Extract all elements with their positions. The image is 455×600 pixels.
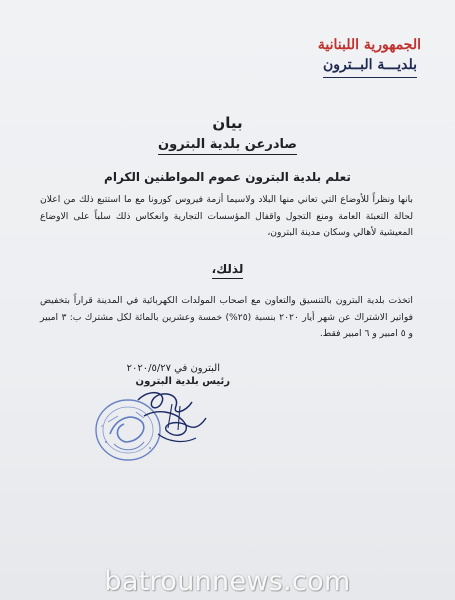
therefore-heading bbox=[0, 262, 455, 279]
body-paragraph-2: اتخذت بلدية البترون بالتنسيق والتعاون مع اصحاب المولدات الكهربائية في المدينة قراراً بتخفيض فواتير الاشتراك عن شهر أيار ٢٠٢٠ بنسبة (٢٥%) خمسة وعشرين بالمائة لكل مشترك ب: ٣ امبير و ٥ امبير و ٦ امبير فقط. bbox=[40, 295, 413, 339]
letterhead bbox=[241, 36, 421, 78]
document-title: بيان bbox=[212, 114, 243, 132]
notice-line: تعلم بلدية البترون عموم المواطنين الكرام bbox=[104, 170, 351, 184]
document-subtitle bbox=[0, 137, 455, 155]
body-paragraph-1: بانها ونظراً للأوضاع التي تعاني منها البلاد ولاسيما أزمة فيروس كورونا مع ما استتبع ذلك من اعلان لحالة التعبئة العامة ومنع التجول واقفال المؤسسات التجارية وانعكاس ذلك سلباً على الاوضاع المعيشية لأهالي وسكان مدينة البترون، bbox=[40, 194, 413, 238]
date-line: البترون في ٢٠٢٠/٥/٢٧ bbox=[126, 363, 220, 374]
subtitle-text: صادرعن بلدية البترون bbox=[158, 137, 297, 155]
official-stamp-signature bbox=[88, 382, 210, 470]
municipality-heading: بلديـــة البــترون bbox=[323, 56, 417, 78]
signer-title: رئيس بلدية البترون bbox=[135, 376, 230, 387]
therefore-text: لذلك، bbox=[212, 262, 244, 279]
republic-heading: الجمهورية اللبنانية bbox=[317, 37, 421, 53]
site-watermark: batrounnews.com bbox=[104, 566, 351, 597]
